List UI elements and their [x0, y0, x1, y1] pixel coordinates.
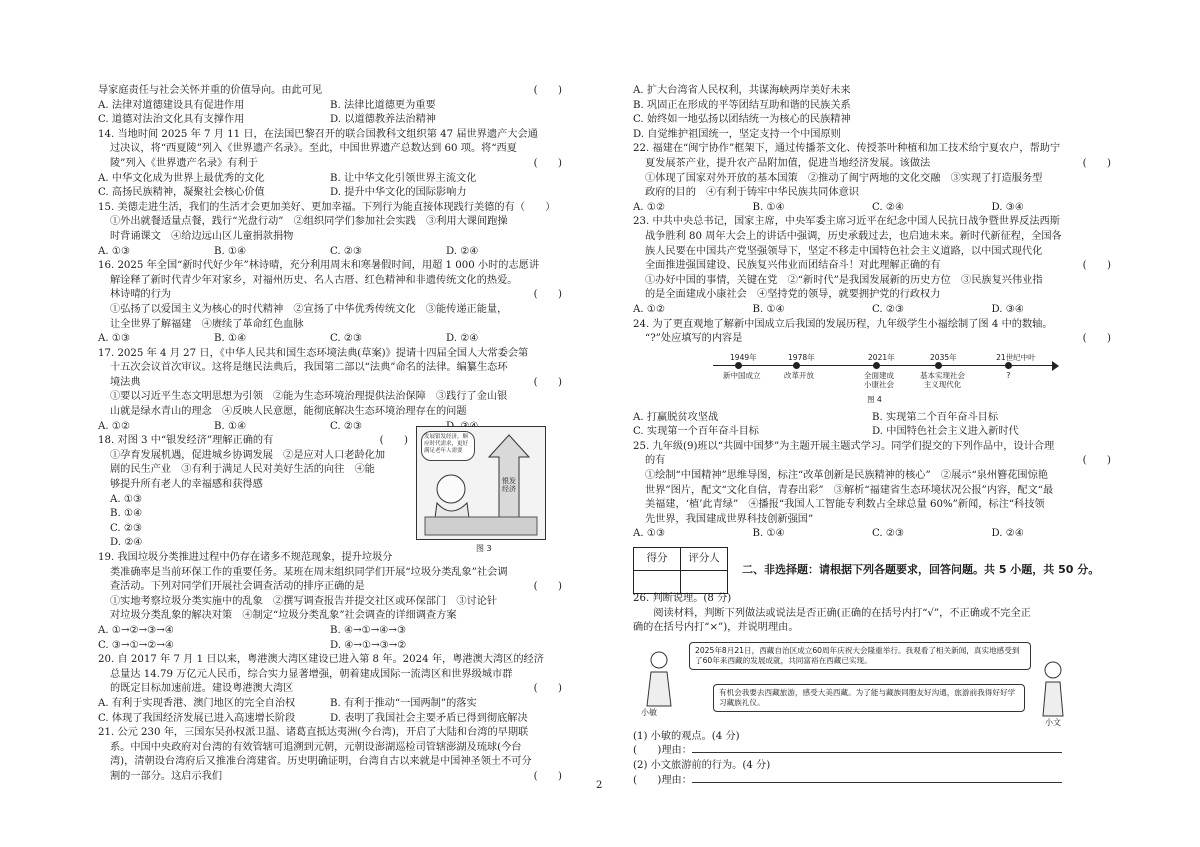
- q23-options: A. ①② B. ①④ C. ②③ D. ③④: [633, 303, 1025, 315]
- q25-items-4: 先世界，我国建成世界科技创新强国”: [645, 513, 814, 525]
- q17-stem: 17. 2025 年 4 月 27 日，《中华人民共和国生态环境法典(草案)》提请十四届全国人大常委会第: [98, 347, 529, 359]
- page-number: 2: [596, 780, 603, 791]
- timeline-label: 基本实现社会 主义现代化: [920, 370, 965, 389]
- person-xiaomin-label: 小敏: [641, 707, 657, 717]
- speech-bubble-xiaomin: 2025年8月21日，西藏自治区成立60周年庆祝大会隆重举行。我观看了相关新闻，真实地感受到了60年来西藏的发展成就，共同富裕在西藏已实现。: [689, 642, 1031, 670]
- q21-option-b: B. 巩固正在形成的平等团结互助和谐的民族关系: [633, 99, 851, 111]
- q25-stem: 25. 九年级(9)班以“共圆中国梦”为主题开展主题式学习。同学们提交的下列作品中，设计合理: [633, 440, 1055, 452]
- person-xiaowen-icon: [1033, 658, 1073, 718]
- q16-stem-2: 解诠释了新时代青少年对家乡，对福州历史、名人古厝、红色精神和非遗传统文化的热爱。: [110, 274, 518, 286]
- person-xiaomin-icon: [639, 648, 679, 708]
- figure-4-timeline: [713, 349, 1053, 409]
- timeline-label: 新中国成立: [723, 370, 761, 380]
- answer-blank[interactable]: [692, 752, 1062, 753]
- q14-options-2: C. 高扬民族精神，凝聚社会核心价值 D. 提升中华文化的国际影响力: [98, 187, 467, 199]
- q26-sub1-answer-line[interactable]: ( )理由：: [633, 744, 1111, 759]
- q23-stem-2: 战争胜利 80 周年大会上的讲话中强调，历史承载过去，也启迪未来。新时代新征程，全国各: [645, 230, 1062, 242]
- q18-items-1: ①孕育发展机遇，促进城乡协调发展 ②是应对人口老龄化加: [110, 449, 386, 461]
- q17-items-2: 山就是绿水青山的理念 ④反映人民意愿，能彻底解决生态环境治理存在的问题: [110, 406, 467, 418]
- q20-stem: 20. 自 2017 年 7 月 1 日以来，粤港澳大湾区建设已进入第 8 年。2024 年，粤港澳大湾区的经济: [98, 654, 544, 666]
- q17-options: A. ①② B. ①④ C. ②③: [98, 420, 363, 432]
- q26-desc-2: 确的在括号内打“×”)，并说明理由。: [633, 622, 799, 634]
- q25-stem-2: 的有 ( ): [645, 455, 1111, 467]
- score-cell[interactable]: [634, 570, 681, 593]
- figure-3-caption: 图 3: [476, 544, 492, 553]
- q15-items-2: 时背诵课文 ④给边远山区儿童捐款捐物: [110, 230, 294, 242]
- q14-stem-2: 过决议，将“西夏陵”列入《世界遗产名录》。至此，中国世界遗产总数达到 60 项。将“西夏: [110, 143, 517, 155]
- q19-items-2: 对垃圾分类乱象的解决对策 ④制定“垃圾分类乱象”社会调查的详细调查方案: [110, 610, 457, 622]
- q20-stem-3: 的既定目标加速前进。建设粤港澳大湾区 ( ): [110, 683, 562, 695]
- q13-options-1: A. 法律对道德建设具有促进作用 B. 法律比道德更为重要: [98, 99, 436, 111]
- score-table: [633, 547, 728, 594]
- q24-stem-2: “?”处应填写的内容是 ( ): [645, 333, 1111, 345]
- q20-options-2: C. 体现了我国经济发展已进入高速增长阶段 D. 表明了我国社会主要矛盾已得到彻底解决: [98, 712, 528, 724]
- q22-stem: 22. 福建在“闽宁协作”框架下，通过传播茶文化、传授茶叶种植和加工技术给宁夏农户，帮助宁: [633, 143, 1061, 155]
- q23-items-2: 的是全面建成小康社会 ④坚持党的领导，就要拥护党的行政权力: [645, 289, 941, 301]
- q26-sub2-answer-line[interactable]: ( )理由：: [633, 774, 1111, 789]
- figure-3-arrow-label: 银发经济: [502, 477, 516, 493]
- q16-items-2: 让全世界了解福建 ④赓续了革命红色血脉: [110, 318, 304, 330]
- answer-blank[interactable]: [692, 782, 1062, 783]
- silver-economy-illustration: [417, 427, 545, 539]
- q25-items-2: 世界”图片，配文“文化自信，青春出彩” ③解析“福建省生态环境状况公报”内容，配文“最: [645, 484, 1054, 496]
- timeline-arrow-icon: [1052, 361, 1059, 371]
- q16-items-1: ①弘扬了以爱国主义为核心的时代精神 ②宣扬了中华优秀传统文化 ③能传递正能量，: [110, 303, 508, 315]
- grader-cell[interactable]: [681, 570, 728, 593]
- q26-dialog-figure: [633, 640, 1111, 726]
- q26-sub1: (1) 小敏的观点。(4 分): [633, 730, 740, 742]
- figure-3-speech-bubble: 发展银发经济，顺应时代需求，更好满足老年人需要: [421, 431, 475, 461]
- q19-options-2: C. ③→①→②→④ D. ④→①→③→②: [98, 639, 407, 651]
- q16-stem-3: 林诗晴的行为 ( ): [110, 289, 562, 301]
- q21-option-d: D. 自觉维护祖国统一，坚定支持一个中国原则: [633, 128, 841, 140]
- q19-stem: 19. 我国垃圾分类推进过程中仍存在诸多不规范现象，提升垃圾分: [98, 552, 393, 563]
- timeline-year: 1978年: [788, 352, 815, 362]
- q18-option-c: C. ②③: [110, 522, 143, 534]
- q14-options-1: A. 中华文化成为世界上最优秀的文化 B. 让中华文化引领世界主流文化: [98, 172, 477, 184]
- q18-option-d: D. ②④: [110, 537, 143, 549]
- timeline-year: 1949年: [730, 352, 757, 362]
- section-2-header: [633, 548, 1111, 592]
- q21-stem: 21. 公元 230 年，三国东吴孙权派卫温、诸葛直抵达夷洲(今台湾)，开启了大陆和台湾的早期联: [98, 727, 529, 739]
- q22-items-2: 政府的目的 ④有利于铸牢中华民族共同体意识: [645, 187, 859, 199]
- q22-items-1: ①体现了国家对外开放的基本国策 ②推动了闽宁两地的文化交融 ③实现了打造服务型: [645, 172, 1043, 184]
- score-header: 得分: [634, 547, 681, 570]
- q19-stem-3: 查活动。下列对同学们开展社会调查活动的排序正确的是 ( ): [110, 581, 562, 593]
- q24-options-2: C. 实现第一个百年奋斗目标 D. 中国特色社会主义进入新时代: [633, 426, 1019, 438]
- q18-option-a: A. ①③: [110, 493, 143, 505]
- figure-4-caption: 图 4: [867, 394, 882, 404]
- q19-items-1: ①实地考察垃圾分类实施中的乱象 ②撰写调查报告并提交社区或环保部门 ③讨论针: [110, 595, 498, 607]
- q26-title: 26. 判断说理。(8 分): [633, 593, 732, 605]
- q14-stem: 14. 当地时间 2025 年 7 月 11 日，在法国巴黎召开的联合国教科文组织第 47 届世界遗产大会通: [98, 128, 538, 140]
- q22-stem-2: 夏发展茶产业，提升农产品附加值，促进当地经济发展。该做法 ( ): [645, 157, 1111, 169]
- left-column: [98, 84, 562, 785]
- q21-option-c: C. 始终如一地弘扬以团结统一为核心的民族精神: [633, 114, 851, 126]
- q16-stem: 16. 2025 年全国“新时代好少年”林诗晴，充分利用周末和寒暑假时间，用超 1 000 小时的志愿讲: [98, 260, 540, 272]
- q18-items-2: 剧的民生产业 ③有利于满足人民对美好生活的向往 ④能: [110, 464, 375, 476]
- q25-items-3: 美福建，‘植’此青绿” ④播报“我国人工智能专利数占全球总量 60%”新闻，标注“科技领: [645, 499, 1045, 511]
- section-2-title: 二、非选择题：请根据下列各题要求，回答问题。共 5 小题，共 50 分。: [742, 562, 1100, 576]
- q25-items-1: ①绘制“中国精神”思维导图，标注“改革创新是民族精神的核心” ②展示“泉州簪花围惊艳: [645, 470, 1048, 482]
- q22-options: A. ①② B. ①④ C. ②④ D. ③④: [633, 201, 1025, 213]
- q26-desc-1: 阅读材料，判断下列做法或说法是否正确(正确的在括号内打“√”，不正确或不完全正: [633, 607, 1031, 619]
- q25-options: A. ①③ B. ①④ C. ②③ D. ②④: [633, 528, 1025, 540]
- q20-options-1: A. 有利于实现香港、澳门地区的完全自治权 B. 有利于推动“一国两制”的落实: [98, 697, 477, 709]
- q26-sub2: (2) 小文旅游前的行为。(4 分): [633, 760, 771, 771]
- q20-stem-2: 总量达 14.79 万亿元人民币，综合实力显著增强，朝着建成国际一流湾区和世界级城市群: [110, 668, 513, 680]
- timeline-year: 2021年: [868, 352, 895, 362]
- q17-items-1: ①要以习近平生态文明思想为引领 ②能为生态环境治理提供法治保障 ③践行了金山银: [110, 391, 508, 403]
- timeline-label: 改革开放: [784, 370, 814, 380]
- timeline-year: 21世纪中叶: [996, 352, 1036, 362]
- q14-stem-3: 陵”列入《世界遗产名录》有利于 ( ): [110, 157, 562, 169]
- q18-items-3: 够提升所有老人的幸福感和获得感: [110, 479, 263, 491]
- q17-stem-3: 境法典 ( ): [110, 376, 562, 388]
- figure-3-cartoon: [416, 426, 546, 540]
- grader-header: 评分人: [681, 547, 728, 570]
- q23-items-1: ①办好中国的事情，关键在党 ②“新时代”是我国发展新的历史方位 ③民族复兴伟业指: [645, 274, 1043, 286]
- person-xiaowen-label: 小文: [1045, 717, 1061, 727]
- q19-stem-2: 类准确率是当前环保工作的重要任务。某班在周末组织同学们开展“垃圾分类乱象”社会调: [110, 566, 508, 578]
- q21-stem-2: 系。中国中央政府对台湾的有效管辖可追溯到元朝，元朝设澎湖巡检司管辖澎湖及琉球(今台: [110, 741, 522, 753]
- speech-bubble-xiaowen: 有机会我要去西藏旅游，感受大美西藏。为了能与藏族同胞友好沟通，旅游前我得好好学习藏族礼仪。: [713, 684, 1025, 712]
- q19-options-1: A. ①→②→③→④ B. ④→①→④→③: [98, 624, 407, 636]
- q23-stem-3: 族人民要在中国共产党坚强领导下，坚定不移走中国特色社会主义道路，以中国式现代化: [645, 245, 1043, 257]
- timeline-label: 全面建成 小康社会: [864, 370, 894, 389]
- q13-tail: 导家庭责任与社会关怀并重的价值导向。由此可见 ( ): [98, 85, 562, 96]
- q23-stem-4: 全面推进强国建设、民族复兴伟业而团结奋斗！对此理解正确的有 ( ): [645, 260, 1111, 272]
- q15-options: A. ①③ B. ①④ C. ②③ D. ②④: [98, 245, 479, 257]
- q18-stem: 18. 对图 3 中“银发经济”理解正确的有 ( ): [98, 435, 408, 447]
- q15-stem: 15. 美德走进生活，我们的生活才会更加美好、更加幸福。下列行为能直接体现践行美德的有（ ）: [98, 201, 556, 213]
- q21-stem-4: 割的一部分。这启示我们 ( ): [110, 770, 562, 782]
- timeline-label: ?: [1006, 370, 1011, 380]
- timeline-year: 2035年: [930, 352, 957, 362]
- q16-options: A. ①③ B. ①④ C. ②③ D. ②④: [98, 333, 479, 345]
- q15-items-1: ①外出就餐适量点餐，践行“光盘行动” ②组织同学们参加社会实践 ③利用大课间跑操: [110, 216, 508, 228]
- q21-option-a: A. 扩大台湾省人民权利，共谋海峡两岸美好未来: [633, 85, 851, 96]
- q17-stem-2: 十五次会议首次审议。这将是继民法典后，我国第二部以“法典”命名的法律。编纂生态环: [110, 362, 508, 374]
- q13-options-2: C. 道德对法治文化具有支撑作用 D. 以道德教养法治精神: [98, 114, 436, 126]
- q21-stem-3: 湾)，清朝设台湾府后又推准台湾建省。历史明确证明，台湾自古以来就是中国神圣领土不可分: [110, 756, 532, 768]
- q24-options-1: A. 打赢脱贫攻坚战 B. 实现第二个百年奋斗目标: [633, 411, 999, 423]
- q24-stem: 24. 为了更直观地了解新中国成立后我国的发展历程，九年级学生小福绘制了图 4 中的数轴。: [633, 318, 1053, 330]
- right-column: [633, 84, 1111, 788]
- q18-option-b: B. ①④: [110, 508, 143, 520]
- q23-stem: 23. 中共中央总书记，国家主席，中央军委主席习近平在纪念中国人民抗日战争暨世界反法西斯: [633, 216, 1060, 228]
